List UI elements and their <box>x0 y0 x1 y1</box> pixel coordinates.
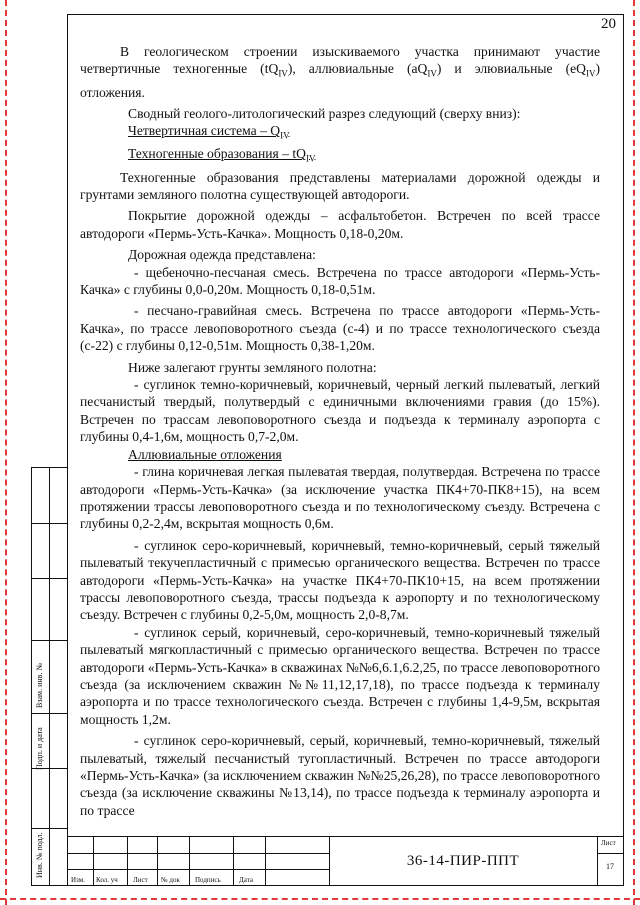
paragraph: - щебеночно-песчаная смесь. Встречена по трассе автодороги «Пермь-Усть-Качка» с глубины 0,0-0,20м. Мощность 0,18-0,51м. <box>80 264 600 298</box>
document-body <box>80 43 600 819</box>
paragraph: - глина коричневая легкая пылеватая твердая, полутвердая. Встречена по трассе автодороги «Пермь-Усть-Качка» (за исключение участка ПК4+70-ПК8+15), на всем протяжении трассы левоповоротного съезда и по технологическому съезду. Встречена с глубины 0,2-2,4м, вскрытая мощность 0,6м. <box>80 464 600 532</box>
paragraph: - суглинок серо-коричневый, серый, коричневый, темно-коричневый, тяжелый пылеватый, тяжелый песчанистый тугопластичный. Встречен по трассе автодороги «Пермь-Усть-Качка» (за исключением скважин №№25,26,28), по трассе левоповоротного съезда (за исключение скважины №13,14), по трассе подъезда к терминалу аэропорта и по трассе <box>80 733 600 818</box>
cut-line-left <box>5 0 7 905</box>
section-heading: Техногенные образования – $tQ_{IV}$ <box>128 146 316 165</box>
sign-date-label: Подп. и дата <box>35 727 44 770</box>
side-stamp <box>31 467 67 886</box>
paragraph: - суглинок серо-коричневый, коричневый, темно-коричневый, серый тяжелый пылеватый текучепластичный с примесью органического вещества. Встречен по трассе автодороги «Пермь-Усть-Качка» на участке ПК4+70-ПК10+15, на всем протяжении трассы левоповоротного съезда, трассы подъезда к аэропорту и по технологическому съезду. Встречен с глубины 0,2-5,0м, мощность 2,0-8,7м. <box>80 537 600 623</box>
col-date: Дата <box>239 876 253 884</box>
col-doc-num: № док <box>161 876 180 884</box>
title-block <box>67 836 624 886</box>
paragraph: - суглинок серый, коричневый, серо-коричневый, темно-коричневый тяжелый пылеватый мягкопластичный с примесью органического вещества. Встречен по трассе автодороги «Пермь-Усть-Качка» в скважинах №№6,6.1,6.2,25, по трассе левоповоротного съезда (за исключением скважин №№11,12,17,18), по трассе подъезда к терминалу аэропорта и по трассе технологического съезда. Встречен с глубины 1,4-9,5м, вскрытая мощность 1,2м. <box>80 624 600 727</box>
col-kol-uch: Кол. уч <box>96 876 118 884</box>
paragraph: Сводный геолого-литологический разрез следующий (сверху вниз): <box>128 105 521 121</box>
paragraph: Ниже залегают грунты земляного полотна: <box>128 359 377 375</box>
col-signature: Подпись <box>195 876 221 884</box>
paragraph: - песчано-гравийная смесь. Встречена по трассе автодороги «Пермь-Усть-Качка», по трассе левоповоротного съезда (с-4) и по трассе технологического съезда (с-22) с глубины 0,12-0,51м. Мощность 0,38-1,20м. <box>80 303 600 354</box>
paragraph: Дорожная одежда представлена: <box>128 247 316 263</box>
paragraph: Техногенные образования представлены материалами дорожной одежды и грунтами земляного полотна существующей автодороги. <box>80 169 600 202</box>
inv-orig-label: Инв. № подл. <box>35 832 44 878</box>
sheet-number: 17 <box>606 862 614 871</box>
cut-line-bottom <box>0 898 640 900</box>
document-code: 36-14-ПИР-ППТ <box>406 852 520 869</box>
paragraph: В геологическом строении изыскиваемого участка принимают участие четвертичные техногенные $(tQ_{IV})$, аллювиальные $(aQ_{IV})$ и элювиальные $(eQ_{IV})$ отложения. <box>80 44 600 100</box>
section-heading: Аллювиальные отложения <box>128 446 282 462</box>
section-heading: Четвертичная система – $Q_{IV}$ <box>128 123 290 142</box>
page-number: 20 <box>601 16 616 32</box>
inv-replace-label: Взам. инв. № <box>35 662 44 708</box>
cut-line-right <box>633 0 635 905</box>
col-list: Лист <box>133 876 148 884</box>
paragraph: - суглинок темно-коричневый, коричневый, черный легкий пылеватый, легкий песчанистый твердый, полутвердый с единичными включениями гравия (до 15%). Встречен по трассам левоповоротного съезда и подъезда к терминалу аэропорта с глубины 0,4-1,6м, мощность 0,7-2,0м. <box>80 377 600 445</box>
col-izm: Изм. <box>71 876 85 884</box>
paragraph: Покрытие дорожной одежды – асфальтобетон. Встречен по всей трассе автодороги «Пермь-Усть-Качка». Мощность 0,18-0,20м. <box>80 208 600 241</box>
sheet-label: Лист <box>601 839 616 847</box>
